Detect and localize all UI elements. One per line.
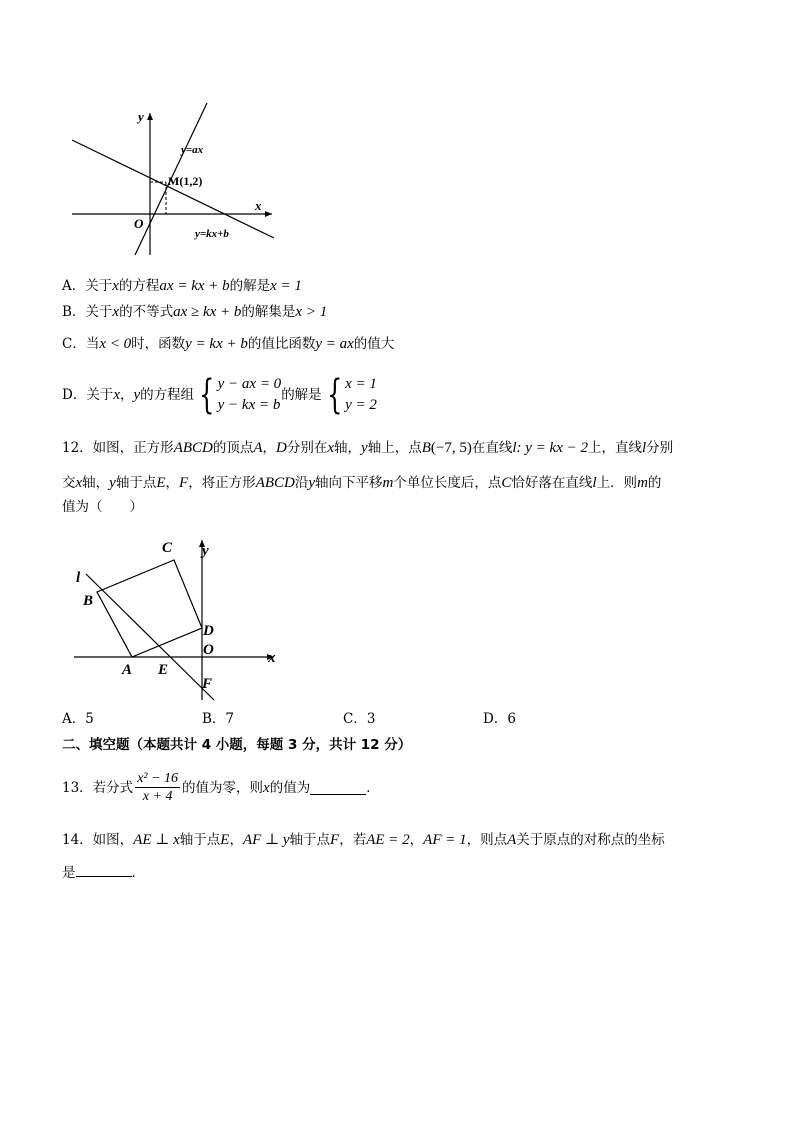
left-brace-icon: { xyxy=(199,372,215,418)
line-l xyxy=(86,574,214,700)
fig2-label-x: x xyxy=(268,650,276,666)
q13-answer-blank[interactable] xyxy=(310,780,366,795)
fig1-origin-label: O xyxy=(134,216,144,231)
figure-1-graph xyxy=(62,95,282,260)
fig2-label-d: D xyxy=(203,623,214,639)
fig2-label-b: B xyxy=(83,593,94,609)
fig2-label-e: E xyxy=(158,662,169,678)
q12-option-c: C．3 xyxy=(343,711,376,727)
q13: 13．若分式 $\frac{\text{x² − 16}}{x + 4}$ 的值为零，则 x 的值为 ． xyxy=(62,771,380,804)
equation-system: { y − ax = 0 y − kx = b xyxy=(199,372,282,418)
fig1-y-label: y xyxy=(138,109,144,124)
q12-line-2: 交x轴，y轴于点E，F，将正方形ABCD沿y轴向下平移m个单位长度后，点C恰好落在直线l上．则m的 xyxy=(62,475,662,491)
q12-line-3: 值为（ ） xyxy=(62,499,143,515)
q12-option-b: B．7 xyxy=(202,711,235,727)
fig2-label-o: O xyxy=(203,642,214,658)
fig2-label-f: F xyxy=(202,676,213,692)
q11-option-a: A．关于x的方程ax = kx + b的解是x = 1 xyxy=(62,278,302,294)
q14-answer-blank[interactable] xyxy=(76,862,132,877)
figure-2-graph xyxy=(62,530,292,705)
fig1-point-label: M(1,2) xyxy=(168,174,203,188)
q13-fraction: $\frac{\text{x² − 16}}{x + 4}$ xyxy=(137,771,179,804)
q14-line-1: 14．如图，AE ⊥ x轴于点E，AF ⊥ y轴于点F，若AE = 2，AF = 1，则点A关于原点的对称点的坐标 xyxy=(62,832,665,848)
section-2-title: 二、填空题（本题共计 4 小题，每题 3 分，共计 12 分） xyxy=(62,737,412,753)
fig2-label-y: y xyxy=(202,543,209,559)
q11-option-b: B．关于x的不等式ax ≥ kx + b的解集是x > 1 xyxy=(62,304,328,320)
left-brace-icon: { xyxy=(326,372,343,418)
q12-options xyxy=(62,709,562,729)
q12-option-d: D．6 xyxy=(483,711,516,727)
q12-option-a: A．5 xyxy=(62,711,94,727)
fig2-label-a: A xyxy=(122,662,133,678)
fig1-line-a-label: y=ax xyxy=(181,144,204,156)
fig1-x-label: x xyxy=(255,198,262,213)
x-axis-arrow xyxy=(265,211,272,217)
q12-line-1: 12．如图，正方形ABCD的顶点A，D分别在x轴，y轴上，点B(−7, 5)在直线l: y = kx − 2上，直线l分别 xyxy=(62,440,674,456)
solution-system: { x = 1 y = 2 xyxy=(326,372,377,418)
line-y-kx-b xyxy=(72,140,274,238)
y-axis-arrow xyxy=(147,113,153,120)
fig2-label-c: C xyxy=(162,540,173,556)
q11-option-c: C．当x < 0时，函数y = kx + b的值比函数y = ax的值大 xyxy=(62,336,395,352)
q14-line-2: 是 ． xyxy=(62,862,145,883)
square-abcd xyxy=(97,560,202,657)
q11-option-d: D． 关于 x ， y 的方程组 { y − ax = 0 y − kx = b 的解是 { x = 1 y = 2 xyxy=(62,372,377,418)
fig1-line-k-label: y=kx+b xyxy=(195,228,229,240)
fig2-label-l: l xyxy=(76,570,81,586)
